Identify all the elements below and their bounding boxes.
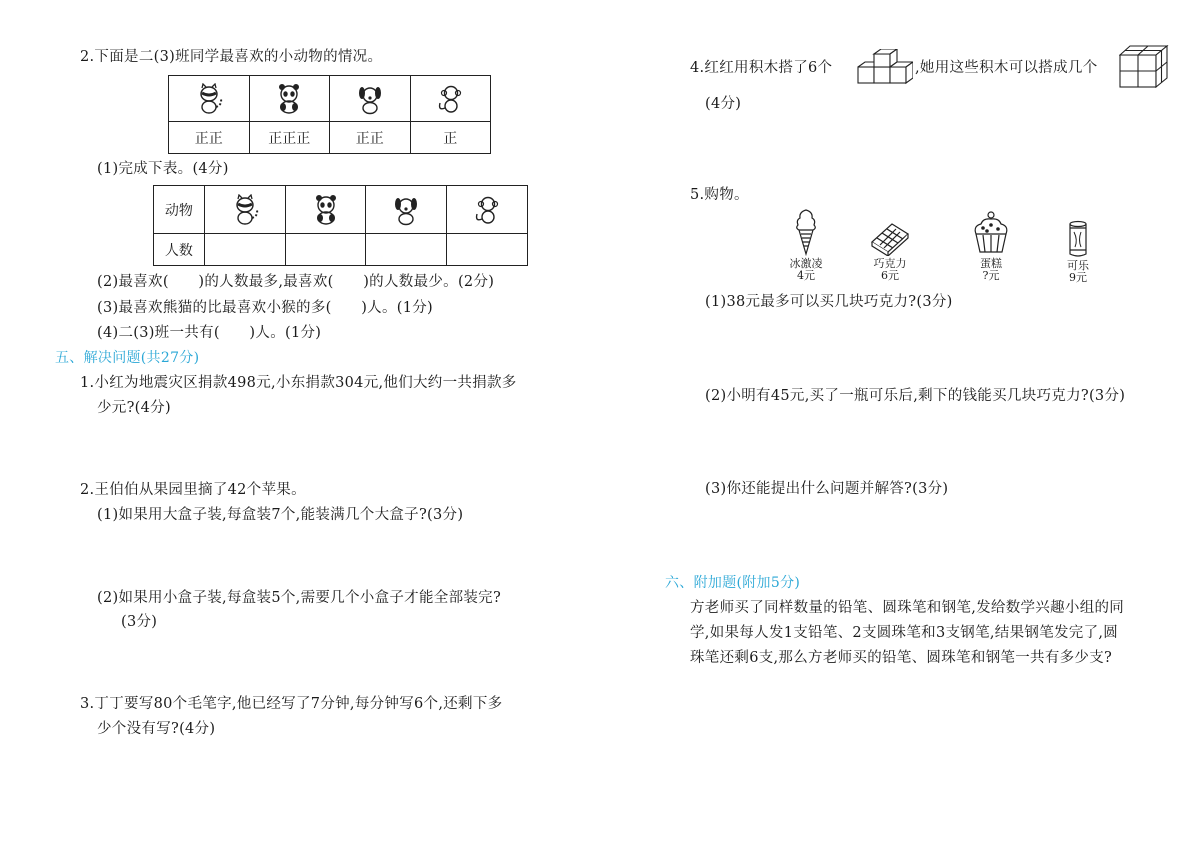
problem-5-sub-1: (1)38元最多可以买几块巧克力?(3分) <box>705 294 953 310</box>
tally-table <box>168 75 491 154</box>
blocks-small-icon <box>857 49 913 89</box>
problem-4-part-2: ,她用这些积木可以搭成几个 <box>915 60 1098 76</box>
monkey-icon <box>410 76 491 122</box>
panda-icon <box>285 186 366 234</box>
sub-question-2: (2)最喜欢( )的人数最多,最喜欢( )的人数最少。(2分) <box>97 274 495 290</box>
problem-6-line-1: 方老师买了同样数量的铅笔、圆珠笔和钢笔,发给数学兴趣小组的同 <box>690 600 1125 616</box>
raccoon-icon <box>204 186 285 234</box>
count-cell[interactable] <box>447 234 528 266</box>
problem-4-line-2: (4分) <box>705 96 742 112</box>
problem-1-line-2: 少元?(4分) <box>97 400 171 416</box>
count-table <box>153 185 528 266</box>
problem-6-line-2: 学,如果每人发1支铅笔、2支圆珠笔和3支钢笔,结果钢笔发完了,圆 <box>690 625 1119 641</box>
tally-cell: 正正正 <box>249 122 330 154</box>
chocolate-icon <box>870 220 910 256</box>
tally-cell: 正正 <box>169 122 250 154</box>
problem-1-line-1: 1.小红为地震灾区捐款498元,小东捐款304元,他们大约一共捐款多 <box>80 375 517 391</box>
shop-item <box>783 208 829 282</box>
monkey-icon <box>447 186 528 234</box>
problem-2-sub-2-line-1: (2)如果用小盒子装,每盒装5个,需要几个小盒子才能全部装完? <box>97 590 502 606</box>
shop-item-price: 4元 <box>797 269 815 282</box>
blocks-cube-icon <box>1119 45 1169 93</box>
shop-item-name: 冰激凌 <box>789 257 823 270</box>
ice-cream-icon <box>791 208 821 256</box>
row-label-count: 人数 <box>154 234 205 266</box>
row-label-animal: 动物 <box>154 186 205 234</box>
problem-5-sub-2: (2)小明有45元,买了一瓶可乐后,剩下的钱能买几块巧克力?(3分) <box>705 388 1126 404</box>
shop-item <box>864 220 916 282</box>
shop-item-name: 巧克力 <box>873 257 907 270</box>
shop-item-name: 可乐 <box>1067 259 1089 272</box>
problem-2-sub-2-line-2: (3分) <box>121 614 158 630</box>
tally-cell: 正正 <box>330 122 411 154</box>
problem-2-title: 2.王伯伯从果园里摘了42个苹果。 <box>80 482 306 498</box>
problem-4-part-1: 4.红红用积木搭了6个 <box>690 60 833 76</box>
count-cell[interactable] <box>204 234 285 266</box>
problem-5-title: 5.购物。 <box>690 187 749 203</box>
sub-question-3: (3)最喜欢熊猫的比最喜欢小猴的多( )人。(1分) <box>97 300 433 316</box>
problem-6-line-3: 珠笔还剩6支,那么方老师买的铅笔、圆珠笔和钢笔一共有多少支? <box>690 650 1113 666</box>
shop-item-name: 蛋糕 <box>980 257 1002 270</box>
shop-item <box>1058 220 1098 284</box>
cola-icon <box>1067 220 1089 258</box>
problem-3-line-2: 少个没有写?(4分) <box>97 721 216 737</box>
problem-5-sub-3: (3)你还能提出什么问题并解答?(3分) <box>705 481 949 497</box>
raccoon-icon <box>169 76 250 122</box>
question-2-title: 2.下面是二(3)班同学最喜欢的小动物的情况。 <box>80 49 383 65</box>
tally-cell: 正 <box>410 122 491 154</box>
shop-item-price: ?元 <box>982 269 1000 282</box>
sub-question-1: (1)完成下表。(4分) <box>97 161 229 177</box>
dog-icon <box>330 76 411 122</box>
count-cell[interactable] <box>285 234 366 266</box>
section-5-title: 五、解决问题(共27分) <box>55 350 200 366</box>
section-6-title: 六、附加题(附加5分) <box>665 575 801 591</box>
dog-icon <box>366 186 447 234</box>
shop-item <box>968 210 1014 282</box>
shop-item-price: 9元 <box>1069 271 1087 284</box>
shop-item-price: 6元 <box>881 269 899 282</box>
panda-icon <box>249 76 330 122</box>
count-cell[interactable] <box>366 234 447 266</box>
sub-question-4: (4)二(3)班一共有( )人。(1分) <box>97 325 322 341</box>
cake-icon <box>971 210 1011 256</box>
problem-2-sub-1: (1)如果用大盒子装,每盒装7个,能装满几个大盒子?(3分) <box>97 507 464 523</box>
problem-3-line-1: 3.丁丁要写80个毛笔字,他已经写了7分钟,每分钟写6个,还剩下多 <box>80 696 503 712</box>
